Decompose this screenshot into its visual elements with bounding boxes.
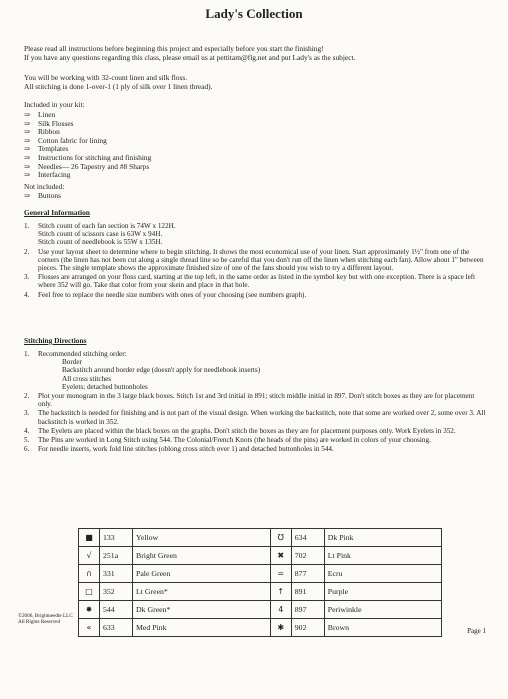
symbol-cell: ✖ xyxy=(270,547,291,565)
floss-name: Pale Green xyxy=(133,565,271,583)
floss-number: 251a xyxy=(100,547,133,565)
floss-name: Periwinkle xyxy=(324,601,441,619)
floss-number: 133 xyxy=(100,529,133,547)
floss-name: Dk Pink xyxy=(324,529,441,547)
list-item: ⇒ Interfacing xyxy=(24,170,71,180)
list-item: 4. Feel free to replace the needle size numbers with ones of your choosing (see numbers graph). xyxy=(24,290,307,299)
floss-name: Ecru xyxy=(324,565,441,583)
symbol-cell: ✸ xyxy=(79,601,100,619)
list-item: ⇒ Silk Flosses xyxy=(24,118,74,128)
symbol-cell: □ xyxy=(79,583,100,601)
symbol-key-table xyxy=(78,528,442,637)
info-line-2: All stitching is done 1-over-1 (1 ply of silk over 1 linen thread). xyxy=(24,82,213,91)
symbol-cell: 4 xyxy=(270,601,291,619)
table-row xyxy=(79,547,442,565)
floss-number: 897 xyxy=(291,601,324,619)
list-item: ⇒ Linen xyxy=(24,110,56,119)
info-line-1: You will be working with 32-count linen and silk floss. xyxy=(24,73,188,82)
floss-name: Lt Pink xyxy=(324,547,441,565)
arrow-icon: ⇒ xyxy=(24,161,31,171)
list-item: 1. Recommended stitching order: Border Backstitch around border edge (doesn't apply for needlebook inserts) All cross stitches Eyelets; detached buttonholes xyxy=(24,350,261,391)
floss-number: 902 xyxy=(291,619,324,637)
stitching-directions-list xyxy=(24,350,490,454)
symbol-cell: ■ xyxy=(79,529,100,547)
floss-number: 633 xyxy=(100,619,133,637)
symbol-cell: ✱ xyxy=(270,619,291,637)
general-info-list xyxy=(24,222,490,300)
symbol-cell: ℧ xyxy=(270,529,291,547)
list-item: ⇒ Cotton fabric for lining xyxy=(24,135,107,145)
floss-number: 352 xyxy=(100,583,133,601)
list-item: 1. Stitch count of each fan section is 74W x 122H. Stitch count of scissors case is 63W x 94H. Stitch count of needlebook is 55W x 135H. xyxy=(24,222,176,247)
table-row xyxy=(79,565,442,583)
floss-name: Brown xyxy=(324,619,441,637)
floss-name: Purple xyxy=(324,583,441,601)
list-item: 2. Plot your monogram in the 3 large black boxes. Stitch 1st and 3rd initial in 891; stitch middle initial in 897. Don't stitch boxes as they are for placement only. xyxy=(24,392,475,409)
list-item: 6. For needle inserts, work fold line stitches (oblong cross stitch over 1) and detached buttonholes in 544. xyxy=(24,445,334,454)
symbol-cell: ↑ xyxy=(270,583,291,601)
kit-list xyxy=(24,111,151,180)
symbol-cell: = xyxy=(270,565,291,583)
symbol-cell: « xyxy=(79,619,100,637)
not-included-heading: Not included: xyxy=(24,182,65,191)
floss-number: 634 xyxy=(291,529,324,547)
table-row xyxy=(79,601,442,619)
list-item: 5. The Pins are worked in Long Stitch using 544. The Colonial/French Knots (the heads of the pins) are worked in colors of your choosing. xyxy=(24,436,431,445)
floss-number: 331 xyxy=(100,565,133,583)
page-title: Lady's Collection xyxy=(205,6,303,21)
arrow-icon: ⇒ xyxy=(24,152,31,162)
list-item: 2. Use your layout sheet to determine where to begin stitching. It shows the most economical use of your linen. Start approximately 1½" from one of the corners (the linen has not been cut along a single thread line so be careful that you don't run off the linen when stitching each fan). Allow about 1" between pieces. The single template shows the approximate finished size of one of the fans should you wish to try a different layout. xyxy=(24,247,484,273)
general-info-heading: General Information xyxy=(24,208,90,217)
floss-number: 702 xyxy=(291,547,324,565)
floss-number: 877 xyxy=(291,565,324,583)
arrow-icon: ⇒ xyxy=(24,118,31,128)
list-item: ⇒ Needles— 26 Tapestry and #8 Sharps xyxy=(24,161,150,171)
list-item: ⇒ Templates xyxy=(24,144,69,154)
floss-name: Lt Green* xyxy=(133,583,271,601)
symbol-cell: ∩ xyxy=(79,565,100,583)
copyright-notice: ©2006, Brightneedle LLC All Rights Reserved xyxy=(18,613,73,625)
intro-line-2: If you have any questions regarding this class, please email us at pettitam@flg.net and put Lady's as the subject. xyxy=(24,53,356,62)
floss-name: Bright Green xyxy=(133,547,271,565)
list-item: 4. The Eyelets are placed within the black boxes on the graphs. Don't stitch the boxes as they are for placement purposes only. Work Eyelets in 352. xyxy=(24,426,456,435)
list-item: ⇒ Ribbon xyxy=(24,127,60,137)
arrow-icon: ⇒ xyxy=(24,135,31,145)
arrow-icon: ⇒ xyxy=(24,110,31,119)
floss-number: 544 xyxy=(100,601,133,619)
list-item: 3. Flosses are arranged on your floss card, starting at the top left, in the same order as listed in the symbol key but with one exception. There is a space left where 352 will go. Take that color from your skein and place in that hole. xyxy=(24,273,476,290)
list-item: ⇒ Buttons xyxy=(24,191,61,200)
floss-number: 891 xyxy=(291,583,324,601)
table-row xyxy=(79,619,442,637)
floss-name: Yellow xyxy=(133,529,271,547)
stitching-directions-heading: Stitching Directions xyxy=(24,336,87,345)
page-number: Page 1 xyxy=(467,627,486,635)
table-row xyxy=(79,583,442,601)
list-item: ⇒ Instructions for stitching and finishing xyxy=(24,152,152,162)
table-row xyxy=(79,529,442,547)
arrow-icon: ⇒ xyxy=(24,144,31,154)
arrow-icon: ⇒ xyxy=(24,127,31,137)
symbol-cell: √ xyxy=(79,547,100,565)
kit-heading: Included in your kit: xyxy=(24,100,85,109)
floss-name: Dk Green* xyxy=(133,601,271,619)
list-item: 3. The backstitch is needed for finishing and is not part of the visual design. When working the backstitch, note that some are worked over 2, some over 3. All backstitch is worked in 352. xyxy=(24,409,486,426)
arrow-icon: ⇒ xyxy=(24,191,31,200)
intro-line-1: Please read all instructions before beginning this project and especially before you start the finishing! xyxy=(24,44,324,53)
floss-name: Med Pink xyxy=(133,619,271,637)
arrow-icon: ⇒ xyxy=(24,170,31,180)
not-included-list xyxy=(24,192,61,201)
